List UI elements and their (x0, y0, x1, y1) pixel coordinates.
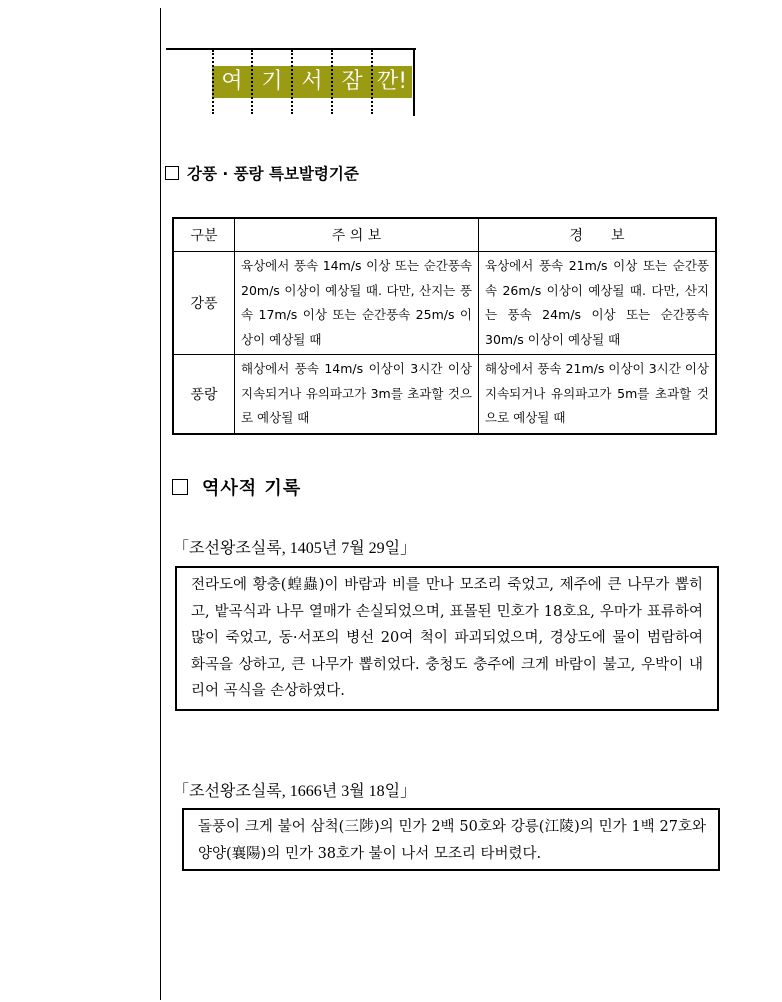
banner-divider (212, 50, 214, 114)
banner-char: 여 (221, 69, 243, 94)
banner-divider (331, 50, 333, 114)
banner-char: 깐! (376, 69, 408, 94)
page-margin-line (160, 8, 161, 1000)
table-row (173, 355, 716, 434)
table-row (173, 252, 716, 355)
record-source: 「조선왕조실록, 1666년 3월 18일」 (173, 783, 417, 800)
square-bullet-icon (172, 479, 188, 495)
advisory-cell: 해상에서 풍속 14m/s 이상이 3시간 이상 지속되거나 유의파고가 3m를 초과할 것으로 예상될 때 (235, 355, 479, 434)
banner-char: 서 (301, 69, 323, 94)
banner-right-rule (413, 48, 415, 116)
warning-cell: 해상에서 풍속 21m/s 이상이 3시간 이상 지속되거나 유의파고가 5m를 초과할 것으로 예상될 때 (479, 355, 717, 434)
advisory-cell: 육상에서 풍속 14m/s 이상 또는 순간풍속 20m/s 이상이 예상될 때. 다만, 산지는 풍속 17m/s 이상 또는 순간풍속 25m/s 이상이 예상될 때 (235, 252, 479, 355)
banner-wait-here (212, 66, 412, 98)
warning-cell: 육상에서 풍속 21m/s 이상 또는 순간풍속 26m/s 이상이 예상될 때. 다만, 산지는 풍속 24m/s 이상 또는 순간풍속 30m/s 이상이 예상될 때 (479, 252, 717, 355)
banner-divider (251, 50, 253, 114)
square-bullet-icon (165, 166, 179, 180)
warning-criteria-table (172, 217, 717, 435)
banner-divider (371, 50, 373, 114)
col-header-advisory: 주 의 보 (235, 218, 479, 252)
section-title-history: 역사적 기록 (172, 474, 301, 500)
record-text-box: 전라도에 황충(蝗蟲)이 바람과 비를 만나 모조리 죽었고, 제주에 큰 나무가 뽑히고, 밭곡식과 나무 열매가 손실되었으며, 표몰된 민호가 18호요, 우마가 표류하여 많이 죽었고, 동·서포의 병선 20여 척이 파괴되었으며, 경상도에 물이 범람하여 화곡을 상하고, 큰 나무가 뽑히었다. 충청도 충주에 크게 바람이 불고, 우박이 내리어 곡식을 손상하였다. (175, 566, 719, 711)
record-text-box: 돌풍이 크게 불어 삼척(三陟)의 민가 2백 50호와 강릉(江陵)의 민가 1백 27호와 양양(襄陽)의 민가 38호가 불이 나서 모조리 타버렸다. (182, 808, 720, 871)
banner-divider (291, 50, 293, 114)
section-title-criteria: 강풍 · 풍랑 특보발령기준 (165, 162, 359, 184)
row-category: 강풍 (173, 252, 235, 355)
record-source: 「조선왕조실록, 1405년 7월 29일」 (173, 540, 417, 557)
banner-char: 기 (261, 69, 283, 94)
row-category: 풍랑 (173, 355, 235, 434)
table-header-row (173, 218, 716, 252)
col-header-warning: 경 보 (479, 218, 717, 252)
col-header-category: 구분 (173, 218, 235, 252)
banner-char: 잠 (341, 69, 363, 94)
